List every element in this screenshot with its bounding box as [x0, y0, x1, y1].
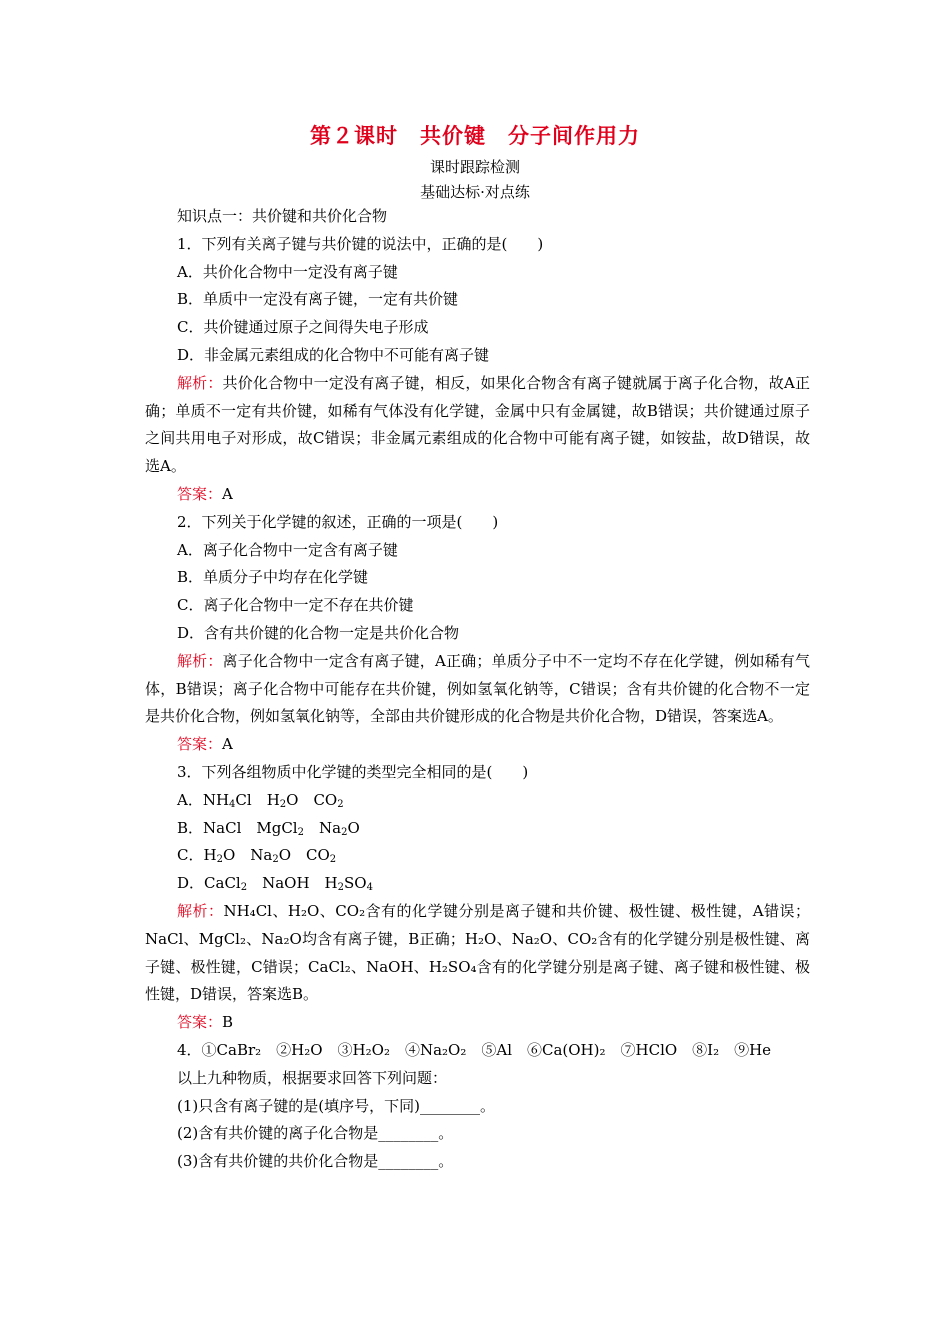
question-2-option-a: A．离子化合物中一定含有离子键	[177, 540, 398, 559]
question-1-answer	[145, 481, 810, 509]
subtitle-tracking: 课时跟踪检测	[429, 158, 520, 176]
subtitle-practice: 基础达标·对点练	[420, 183, 530, 201]
question-4-part-3: (3)含有共价键的共价化合物是________。	[177, 1152, 454, 1171]
answer-value: A	[222, 735, 233, 754]
question-2-answer	[145, 731, 810, 759]
analysis-text: NH₄Cl、H₂O、CO₂含有的化学键分别是离子键和共价键、极性键、极性键，A错误；NaCl、MgCl₂、Na₂O均含有离子键，B正确；H₂O、Na₂O、CO₂含有的化学键分别是极性键、离子键、极性键，C错误；CaCl₂、NaOH、H₂SO₄含有的化学键分别是离子键、离子键和极性键、极性键，D错误，答案选B。	[145, 901, 810, 1004]
question-4-part-2: (2)含有共价键的离子化合物是________。	[177, 1124, 454, 1143]
answer-label: 答案：	[177, 735, 223, 754]
analysis-text: 离子化合物中一定含有离子键，A正确；单质分子中不一定均不存在化学键，例如稀有气体，B错误；离子化合物中可能存在共价键，例如氢氧化钠等，C错误；含有共价键的化合物不一定是共价化合物，例如氢氧化钠等，全部由共价键形成的化合物是共价化合物，D错误，答案选A。	[145, 651, 810, 726]
question-1-stem: 1．下列有关离子键与共价键的说法中，正确的是( )	[177, 234, 544, 253]
question-2-option-d: D．含有共价键的化合物一定是共价化合物	[177, 623, 460, 642]
question-4-part-1: (1)只含有离子键的是(填序号，下同)________。	[177, 1096, 495, 1115]
answer-value: B	[222, 1013, 234, 1032]
analysis-label: 解析：	[177, 651, 223, 670]
answer-label: 答案：	[177, 1013, 223, 1032]
question-3-option-d: D．CaCl$_2$ NaOH $H_2SO_4$	[177, 874, 373, 894]
question-2-option-b: B．单质分子中均存在化学键	[177, 568, 369, 587]
question-4-stem: 4．①CaBr₂ ②H₂O ③H₂O₂ ④Na₂O₂ ⑤Al ⑥Ca(OH)₂ ⑦HClO ⑧I₂ ⑨He	[177, 1040, 772, 1059]
question-3-analysis	[145, 898, 810, 1009]
question-1-analysis	[145, 370, 810, 481]
analysis-text: 共价化合物中一定没有离子键，相反，如果化合物含有离子键就属于离子化合物，故A正确；单质不一定有共价键，如稀有气体没有化学键，金属中只有金属键，故B错误；共价键通过原子之间共用电子对形成，故C错误；非金属元素组成的化合物中可能有离子键，如铵盐，故D错误，故选A。	[145, 373, 810, 476]
question-content	[145, 203, 810, 1176]
question-4-intro: 以上九种物质，根据要求回答下列问题：	[177, 1068, 448, 1087]
question-3-option-a: A．$NH_4Cl$ $H_2O$ $CO_2$	[177, 790, 344, 810]
question-2-analysis	[145, 648, 810, 731]
question-2-option-c: C．离子化合物中一定不存在共价键	[177, 596, 414, 615]
answer-label: 答案：	[177, 484, 223, 503]
page-title: 第２课时 共价键 分子间作用力	[310, 123, 640, 148]
analysis-label: 解析：	[177, 373, 223, 392]
analysis-label: 解析：	[177, 901, 224, 920]
question-1-option-c: C．共价键通过原子之间得失电子形成	[177, 318, 429, 337]
question-3-option-c: C．$H_2O$ $Na_2O$ $CO_2$	[177, 846, 337, 866]
section-heading: 知识点一：共价键和共价化合物	[177, 207, 388, 225]
answer-value: A	[222, 484, 233, 503]
question-1-option-b: B．单质中一定没有离子键，一定有共价键	[177, 290, 459, 309]
question-2-stem: 2．下列关于化学键的叙述，正确的一项是( )	[177, 512, 499, 531]
question-3-option-b: B．NaCl MgCl$_2$ $Na_2O$	[177, 818, 360, 838]
question-3-answer	[145, 1009, 810, 1037]
question-1-option-d: D．非金属元素组成的化合物中不可能有离子键	[177, 345, 490, 364]
question-1-option-a: A．共价化合物中一定没有离子键	[177, 262, 398, 281]
question-3-stem: 3．下列各组物质中化学键的类型完全相同的是( )	[177, 762, 529, 781]
